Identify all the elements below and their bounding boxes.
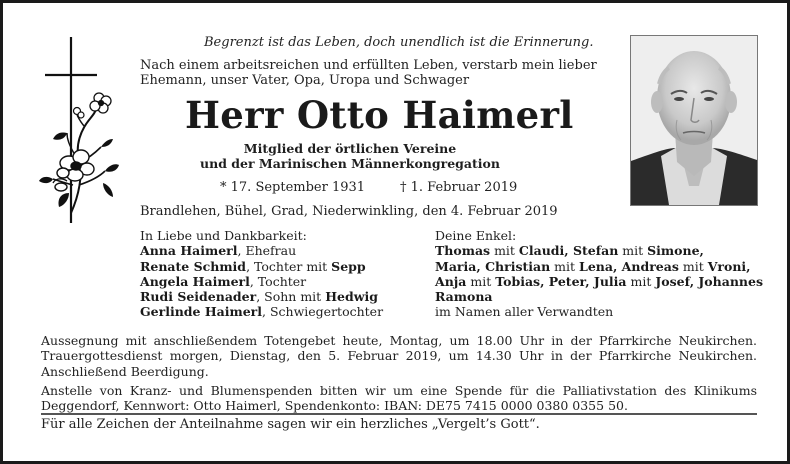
family-member: Renate Schmid, Tochter mit Sepp xyxy=(140,258,366,274)
service-info xyxy=(41,333,757,413)
membership-line-2: und der Marinischen Männerkongregation xyxy=(200,156,500,171)
grandchildren-line: Maria, Christian mit Lena, Andreas mit Vroni, xyxy=(435,258,751,274)
grandchildren-heading: Deine Enkel: xyxy=(435,228,517,243)
divider-rule xyxy=(41,413,757,415)
intro-line-2: Ehemann, unser Vater, Opa, Uropa und Schwager xyxy=(140,73,470,88)
portrait-image-icon xyxy=(631,36,757,205)
grandchildren-closing: im Namen aller Verwandten xyxy=(435,304,614,320)
service-line-1: Aussegnung mit anschließendem Totengebet heute, Montag, um 18.00 Uhr in der Pfarrkirche Neukirchen. xyxy=(41,333,757,348)
membership-line-1: Mitglied der örtlichen Vereine xyxy=(243,141,457,156)
family-list xyxy=(140,228,383,320)
family-member: Rudi Seidenader, Sohn mit Hedwig xyxy=(140,289,378,305)
grandchildren-line: Anja mit Tobias, Peter, Julia mit Josef, Johannes xyxy=(435,273,763,289)
intro-text xyxy=(140,58,597,88)
service-line-2: Trauergottesdienst morgen, Dienstag, den 5. Februar 2019, um 14.30 Uhr in der Pfarrkirche Neukirchen. xyxy=(41,348,757,364)
life-dates xyxy=(220,180,518,195)
service-line-3: Anschließend Beerdigung. xyxy=(41,363,209,379)
place-and-date: Brandlehen, Bühel, Grad, Niederwinkling, den 4. Februar 2019 xyxy=(140,204,558,219)
birth-date: * 17. September 1931 xyxy=(220,180,366,195)
membership-text xyxy=(140,141,560,171)
cross-with-flowers-icon xyxy=(39,35,129,225)
intro-line-1: Nach einem arbeitsreichen und erfüllten Leben, verstarb mein lieber xyxy=(140,58,597,73)
family-heading: In Liebe und Dankbarkeit: xyxy=(140,228,307,243)
deceased-name: Herr Otto Haimerl xyxy=(185,93,574,137)
grandchildren-list xyxy=(435,228,763,320)
death-date: † 1. Februar 2019 xyxy=(400,180,518,195)
family-member: Gerlinde Haimerl, Schwiegertochter xyxy=(140,304,384,320)
family-member: Anna Haimerl, Ehefrau xyxy=(140,243,297,259)
thanks-text: Für alle Zeichen der Anteilnahme sagen wir ein herzliches „Vergelt’s Gott“. xyxy=(41,417,540,432)
family-member: Angela Haimerl, Tochter xyxy=(140,273,307,289)
grandchildren-line: Ramona xyxy=(435,289,493,305)
motto-quote: Begrenzt ist das Leben, doch unendlich ist die Erinnerung. xyxy=(204,35,594,50)
portrait-photo xyxy=(630,35,758,206)
donation-line-2: Deggendorf, Kennwort: Otto Haimerl, Spendenkonto: IBAN: DE75 7415 0000 0380 0355 50. xyxy=(41,398,628,414)
donation-line-1: Anstelle von Kranz- und Blumenspenden bitten wir um eine Spende für die Palliativstation des Klinikums xyxy=(41,382,757,398)
grandchildren-line: Thomas mit Claudi, Stefan mit Simone, xyxy=(435,243,704,259)
